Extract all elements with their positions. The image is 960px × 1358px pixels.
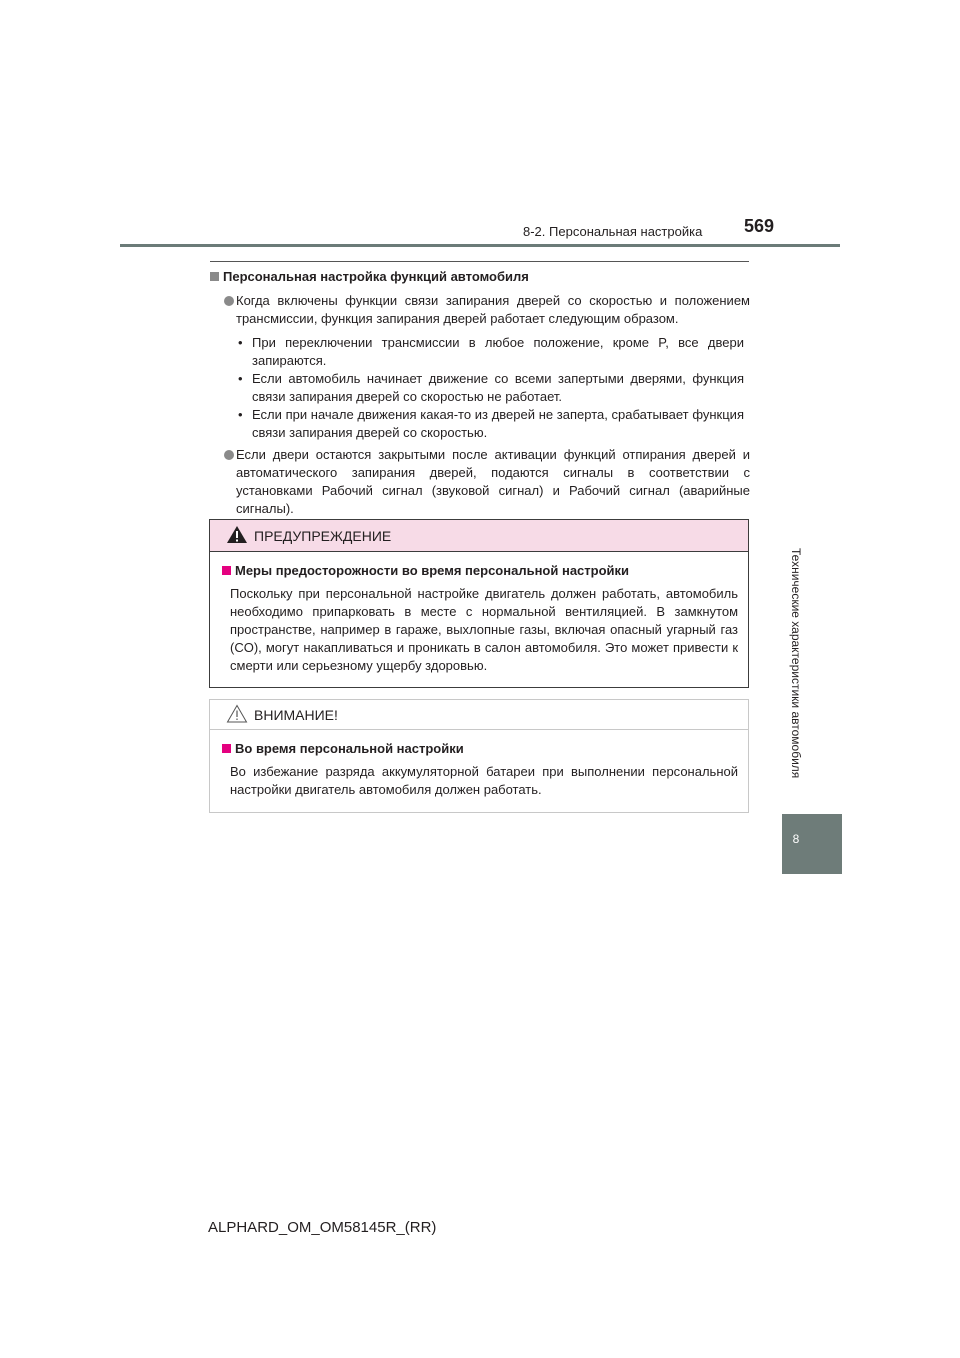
sub-bullet-mark: • xyxy=(238,407,243,422)
square-bullet-icon xyxy=(222,744,231,753)
warning-box xyxy=(209,519,749,688)
caution-title: ВНИМАНИЕ! xyxy=(254,706,338,723)
list-item-text: Если при начале движения какая-то из дверей не заперта, срабатывает функция связи запирания дверей со скоростью. xyxy=(252,407,744,440)
sub-bullet-mark: • xyxy=(238,371,243,386)
header-title: 8-2. Персональная настройка xyxy=(523,224,703,239)
footer-doc-code: ALPHARD_OM_OM58145R_(RR) xyxy=(208,1219,437,1236)
section-heading-text: Персональная настройка функций автомобиля xyxy=(223,269,529,284)
sub-list xyxy=(210,334,750,442)
square-bullet-icon xyxy=(222,566,231,575)
caution-header xyxy=(210,700,748,730)
round-bullet-icon xyxy=(224,450,234,460)
page-number: 569 xyxy=(744,216,775,236)
warning-heading-text: Меры предосторожности во время персональной настройки xyxy=(235,563,630,578)
side-tab-number: 8 xyxy=(792,832,800,846)
caution-heading-text: Во время персональной настройки xyxy=(235,741,464,756)
list-item-text: Если автомобиль начинает движение со всеми запертыми дверями, функция связи запирания дверей со скоростью не работает. xyxy=(252,371,744,404)
bullet-text: Если двери остаются закрытыми после активации функций отпирания дверей и автоматического запирания дверей, подаются сигналы в соответствии с установками Рабочий сигнал (звуковой сигнал) и Рабочий сигнал (аварийные сигналы). xyxy=(236,447,750,516)
sub-bullet-mark: • xyxy=(238,335,243,350)
caution-triangle-icon xyxy=(226,704,248,726)
side-tab xyxy=(782,814,842,874)
warning-header xyxy=(210,520,748,552)
bullet-text: Когда включены функции связи запирания дверей со скоростью и положением трансмиссии, функция запирания дверей работает следующим образом. xyxy=(236,293,750,326)
side-tab-label: Технические характеристики автомобиля xyxy=(789,548,803,779)
header-rule xyxy=(120,244,840,247)
warning-body xyxy=(210,552,748,675)
caution-heading xyxy=(222,740,738,758)
bullet-item xyxy=(210,446,750,518)
section xyxy=(210,268,750,518)
content-top-rule xyxy=(210,261,749,262)
warning-heading xyxy=(222,562,738,580)
section-heading xyxy=(210,268,750,286)
caution-box xyxy=(209,699,749,813)
list-item-text: При переключении трансмиссии в любое положение, кроме P, все двери запираются. xyxy=(252,335,744,368)
caution-text: Во избежание разряда аккумуляторной батареи при выполнении персональной настройки двигатель автомобиля должен работать. xyxy=(230,764,738,797)
caution-body xyxy=(210,730,748,799)
list-item xyxy=(210,334,750,370)
bullet-item xyxy=(210,292,750,328)
round-bullet-icon xyxy=(224,296,234,306)
list-item xyxy=(210,370,750,406)
warning-title: ПРЕДУПРЕЖДЕНИЕ xyxy=(254,527,392,544)
warning-text: Поскольку при персональной настройке двигатель должен работать, автомобиль необходимо припарковать в месте с нормальной вентиляцией. В замкнутом пространстве, например в гараже, выхлопные газы, включая опасный угарный газ (CO), могут накапливаться и проникать в салон автомобиля. Это может привести к смерти или серьезному ущербу здоровью. xyxy=(230,586,738,673)
list-item xyxy=(210,406,750,442)
warning-triangle-icon xyxy=(226,525,248,547)
square-bullet-icon xyxy=(210,272,219,281)
